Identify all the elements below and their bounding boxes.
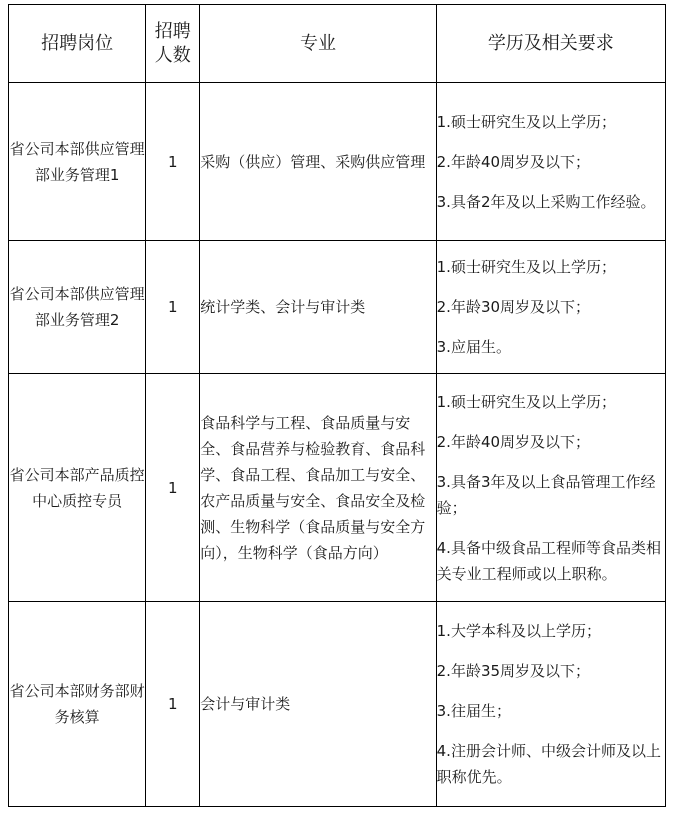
requirement-item: 1.大学本科及以上学历； bbox=[436, 622, 601, 640]
cell-requirements bbox=[436, 602, 665, 807]
cell-count: 1 bbox=[146, 602, 200, 807]
requirement-item: 2.年龄40周岁及以下； bbox=[436, 432, 591, 451]
cell-position: 省公司本部供应管理部业务管理2 bbox=[9, 241, 146, 374]
table-row bbox=[9, 83, 666, 241]
cell-position: 省公司本部供应管理部业务管理1 bbox=[9, 83, 146, 241]
requirement-item: 3.具备2年及以上采购工作经验。 bbox=[436, 192, 656, 211]
requirement-item: 4.注册会计师、中级会计师及以上职称优先。 bbox=[436, 742, 661, 786]
cell-count: 1 bbox=[146, 374, 200, 602]
cell-major: 食品科学与工程、食品质量与安全、食品营养与检验教育、食品科学、食品工程、食品加工与安全、农产品质量与安全、食品安全及检测、生物科学（食品质量与安全方向），生物科学（食品方向） bbox=[200, 374, 436, 602]
cell-position: 省公司本部产品质控中心质控专员 bbox=[9, 374, 146, 602]
requirement-item: 2.年龄40周岁及以下； bbox=[436, 152, 591, 171]
requirement-item: 3.具备3年及以上食品管理工作经验； bbox=[436, 472, 656, 517]
cell-count: 1 bbox=[146, 241, 200, 374]
cell-major: 会计与审计类 bbox=[200, 602, 436, 807]
recruitment-table bbox=[8, 4, 666, 807]
requirement-item: 4.具备中级食品工程师等食品类相关专业工程师或以上职称。 bbox=[436, 538, 661, 583]
requirement-item: 3.往届生； bbox=[436, 702, 511, 720]
header-major: 专业 bbox=[200, 5, 436, 83]
table-header-row bbox=[9, 5, 666, 83]
cell-requirements bbox=[436, 241, 665, 374]
table-row bbox=[9, 602, 666, 807]
requirement-item: 1.硕士研究生及以上学历； bbox=[436, 392, 616, 411]
cell-position: 省公司本部财务部财务核算 bbox=[9, 602, 146, 807]
table-row bbox=[9, 374, 666, 602]
requirement-item: 3.应届生。 bbox=[436, 338, 511, 356]
requirement-item: 1.硕士研究生及以上学历； bbox=[436, 258, 616, 276]
cell-requirements bbox=[436, 83, 665, 241]
requirement-item: 2.年龄30周岁及以下； bbox=[436, 298, 591, 316]
cell-major: 采购（供应）管理、采购供应管理 bbox=[200, 83, 436, 241]
cell-count: 1 bbox=[146, 83, 200, 241]
table-row bbox=[9, 241, 666, 374]
cell-requirements bbox=[436, 374, 665, 602]
requirement-item: 1.硕士研究生及以上学历； bbox=[436, 112, 616, 131]
header-count bbox=[146, 5, 200, 83]
cell-major: 统计学类、会计与审计类 bbox=[200, 241, 436, 374]
header-requirements: 学历及相关要求 bbox=[436, 5, 665, 83]
header-count-text: 招聘 人数 bbox=[154, 20, 191, 66]
header-position: 招聘岗位 bbox=[9, 5, 146, 83]
requirement-item: 2.年龄35周岁及以下； bbox=[436, 662, 591, 680]
